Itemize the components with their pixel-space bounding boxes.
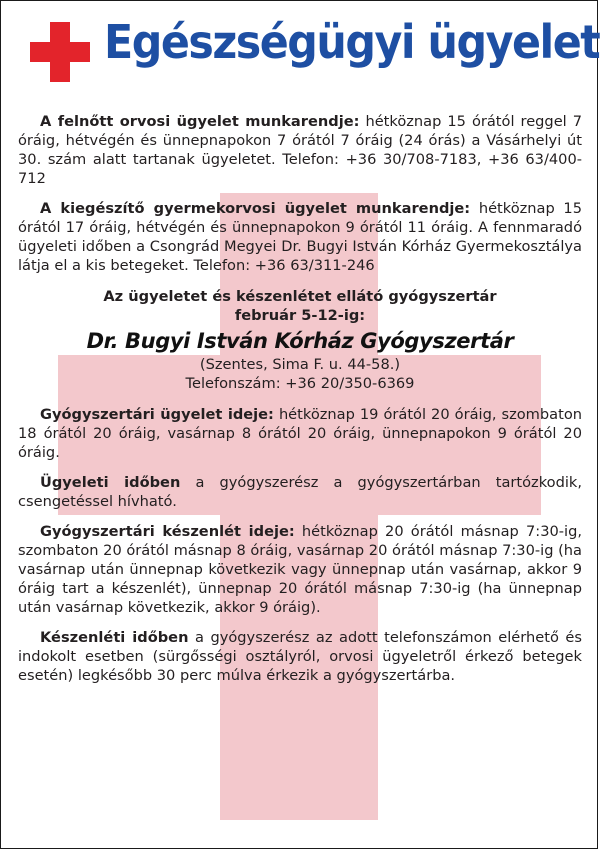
adult-duty-paragraph xyxy=(18,112,582,188)
pharmacy-duty-paragraph xyxy=(18,405,582,462)
pharmacy-phone: Telefonszám: +36 20/350-6369 xyxy=(185,375,415,392)
standby-note-label: Készenléti időben xyxy=(40,629,189,646)
adult-duty-label: A felnőtt orvosi ügyelet munkarendje: xyxy=(40,113,360,130)
standby-label: Gyógyszertári készenlét ideje: xyxy=(40,523,295,540)
duty-note-label: Ügyeleti időben xyxy=(40,474,181,491)
pediatric-duty-paragraph xyxy=(18,199,582,275)
page-title: Egészségügyi ügyelet xyxy=(104,15,600,69)
header xyxy=(0,0,600,100)
pharmacy-duty-text: hétköznap 19 órától 20 óráig, szombaton 18 órától 20 óráig, vasárnap 8 órától 20 óráig, ünnepnapokon 9 órától 20 óráig. xyxy=(18,406,583,461)
pediatric-duty-label: A kiegészítő gyermekorvosi ügyelet munkarendje: xyxy=(40,200,471,217)
pharmacy-date-range: február 5-12-ig: xyxy=(234,307,366,324)
pediatric-duty-text: hétköznap 15 órától 17 óráig, hétvégén és ünnepnapokon 9 órától 11 óráig. A fennmaradó ügyeleti időben a Csongrád Megyei Dr. Bugyi István Kórház Gyermekosztálya látja el a kis betegeket. Telefon: +36 63/311-246 xyxy=(18,200,582,274)
notice-body xyxy=(18,112,582,685)
pharmacy-name: Dr. Bugyi István Kórház Gyógyszertár xyxy=(86,329,514,353)
pharmacy-block xyxy=(18,287,582,393)
pharmacy-address: (Szentes, Sima F. u. 44-58.) xyxy=(199,356,401,373)
standby-note-paragraph xyxy=(18,628,582,685)
standby-note-text: a gyógyszerész az adott telefonszámon elérhető és indokolt esetben (sürgősségi osztályról, orvosi ügyeletről érkező betegek esetén) legkésőbb 30 perc múlva érkezik a gyógyszertárba. xyxy=(18,629,583,684)
standby-text: hétköznap 20 órától másnap 7:30-ig, szombaton 20 órától másnap 8 óráig, vasárnap 20 órától másnap 7:30-ig (ha vasárnap után ünnepnap következik vagy ünnepnap után vasárnap, akkor 9 óráig tart a készenlét), ünnepnap 20 órától másnap 7:30-ig (ha ünnepnap után vasárnap következik, akkor 9 óráig). xyxy=(18,523,582,616)
adult-duty-text: hétköznap 15 órától reggel 7 óráig, hétvégén és ünnepnapokon 7 órától 7 óráig (24 órás) a Vásárhelyi út 30. szám alatt tartanak ügyeletet. Telefon: +36 30/708-7183, +36 63/400-712 xyxy=(18,113,583,187)
pharmacy-heading: Az ügyeletet és készenlétet ellátó gyógyszertár xyxy=(103,288,497,305)
duty-note-paragraph xyxy=(18,473,582,511)
duty-note-text: a gyógyszerész a gyógyszertárban tartózkodik, csengetéssel hívható. xyxy=(18,474,582,510)
red-cross-icon xyxy=(30,22,90,82)
pharmacy-duty-label: Gyógyszertári ügyelet ideje: xyxy=(40,406,274,423)
standby-paragraph xyxy=(18,522,582,617)
